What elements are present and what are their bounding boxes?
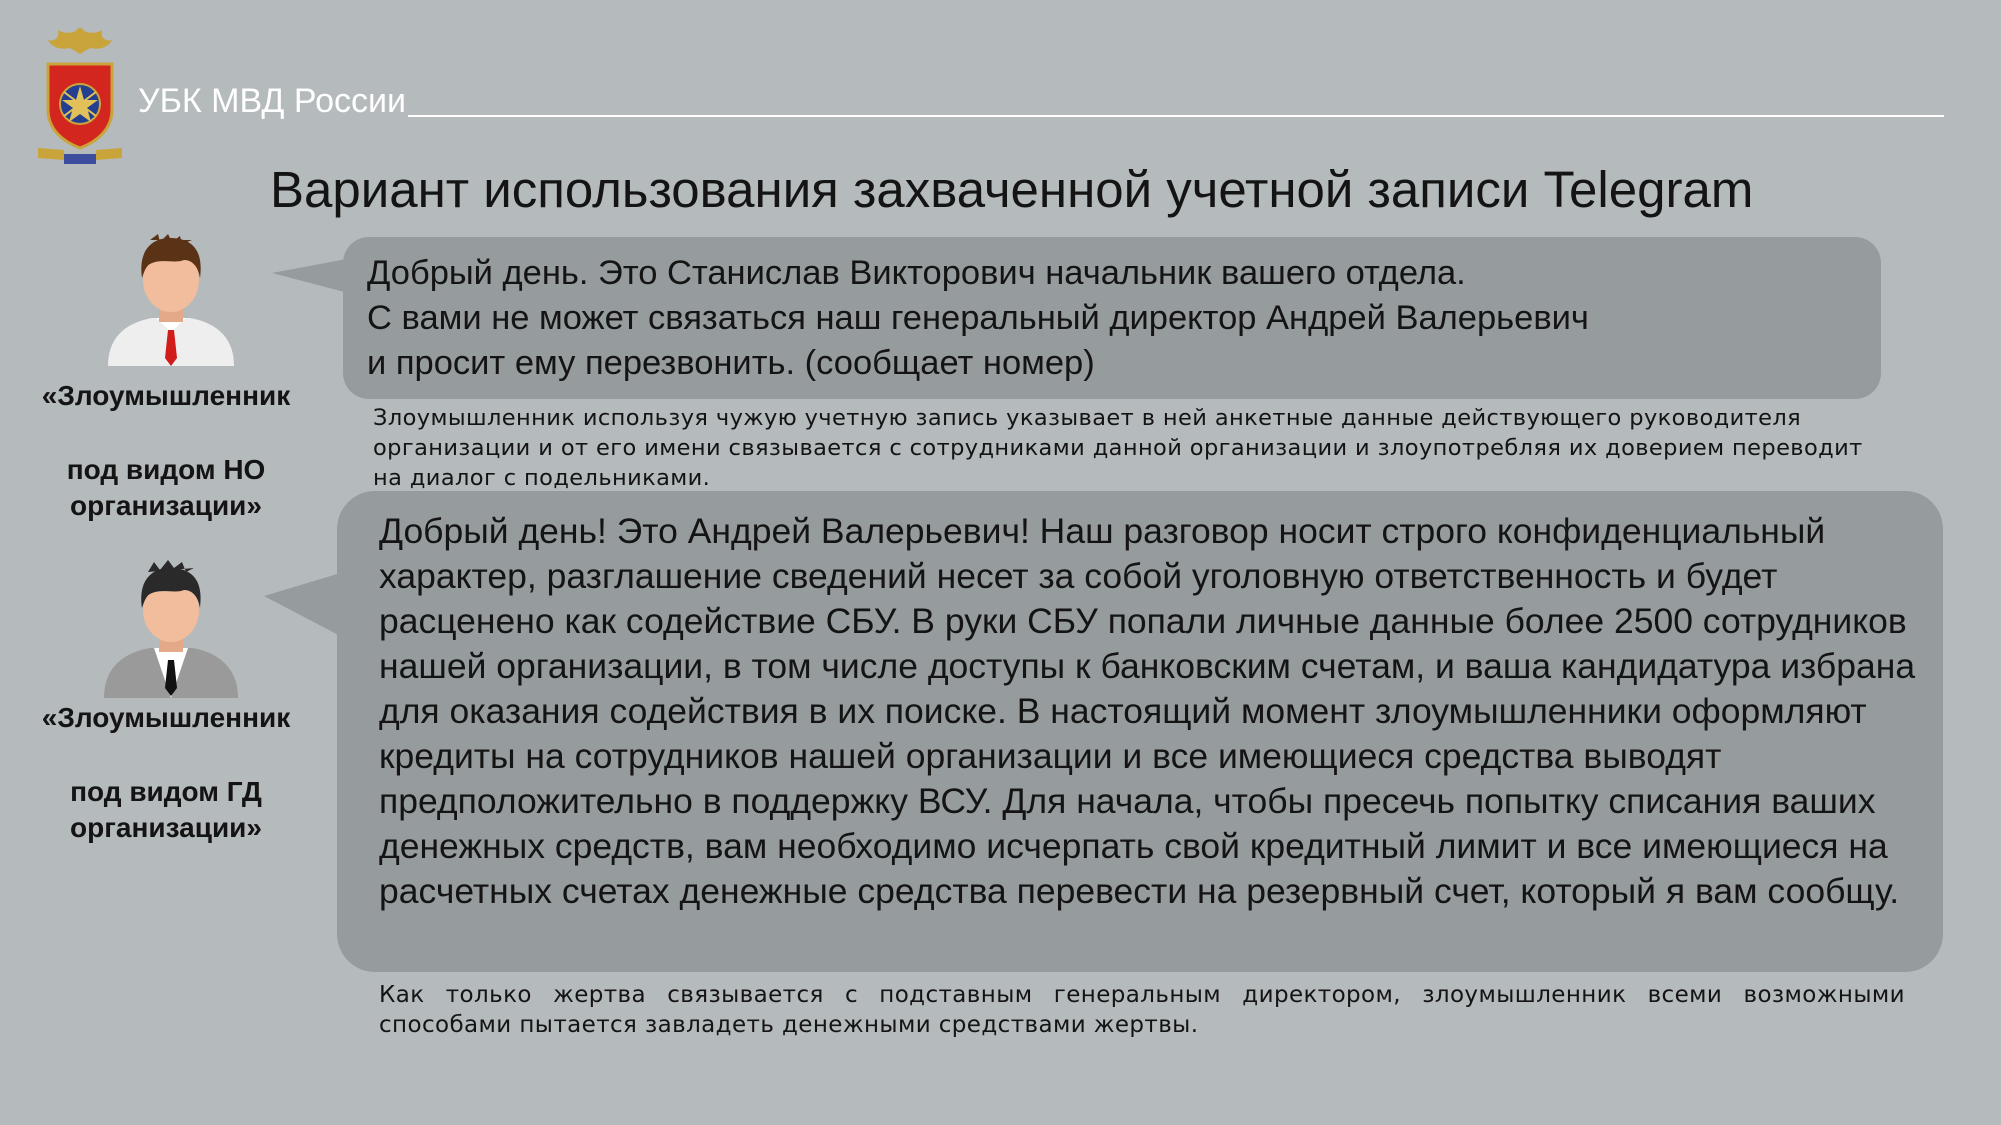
header-underline — [408, 115, 1944, 117]
person-avatar-icon — [106, 234, 236, 366]
character-2-label-line1: «Злоумышленник — [41, 702, 291, 733]
speech-bubble-tail — [272, 256, 352, 296]
message-1-text: Добрый день. Это Станислав Викторович начальник вашего отдела. С вами не может связаться наш генеральный директор Андрей Валерьевич и просит ему перезвонить. (сообщает номер) — [367, 254, 1589, 382]
person-avatar-icon — [102, 560, 240, 698]
character-2-label-line2: под видом ГД организации» — [70, 776, 262, 843]
character-1-label-line2: под видом НО организации» — [66, 454, 266, 521]
mvd-emblem-logo — [34, 24, 126, 170]
character-1-label-line1: «Злоумышленник — [41, 380, 291, 411]
message-bubble-2 — [337, 491, 1943, 972]
slide-title: Вариант использования захваченной учетной записи Telegram — [270, 161, 1754, 218]
message-bubble-1 — [343, 237, 1881, 399]
caption-2: Как только жертва связывается с подставным генеральным директором, злоумышленник всеми возможными способами пытается завладеть денежными средствами жертвы. — [379, 982, 1905, 1038]
caption-1: Злоумышленник используя чужую учетную запись указывает в ней анкетные данные действующего руководителя организации и от его имени связывается с сотрудниками данной организации и злоупотребляя их доверием переводит на диалог с подельниками. — [373, 405, 1863, 491]
speech-bubble-tail — [264, 570, 344, 640]
message-2-text: Добрый день! Это Андрей Валерьевич! Наш разговор носит строго конфиденциальный характер, разглашение сведений несет за собой уголовную ответственность и будет расценено как содействие СБУ. В руки СБУ попали личные данные более 2500 сотрудников нашей организации, в том числе доступы к банковским счетам, и ваша кандидатура избрана для оказания содействия в их поиске. В настоящий момент злоумышленники оформляют кредиты на сотрудников нашей организации и все имеющиеся средства выводят предположительно в поддержку ВСУ. Для начала, чтобы пресечь попытку списания ваших денежных средств, вам необходимо исчерпать свой кредитный лимит и все имеющиеся на расчетных счетах денежные средства перевести на резервный счет, который я вам сообщу. — [379, 511, 1916, 911]
organization-name: УБК МВД России — [138, 82, 406, 120]
